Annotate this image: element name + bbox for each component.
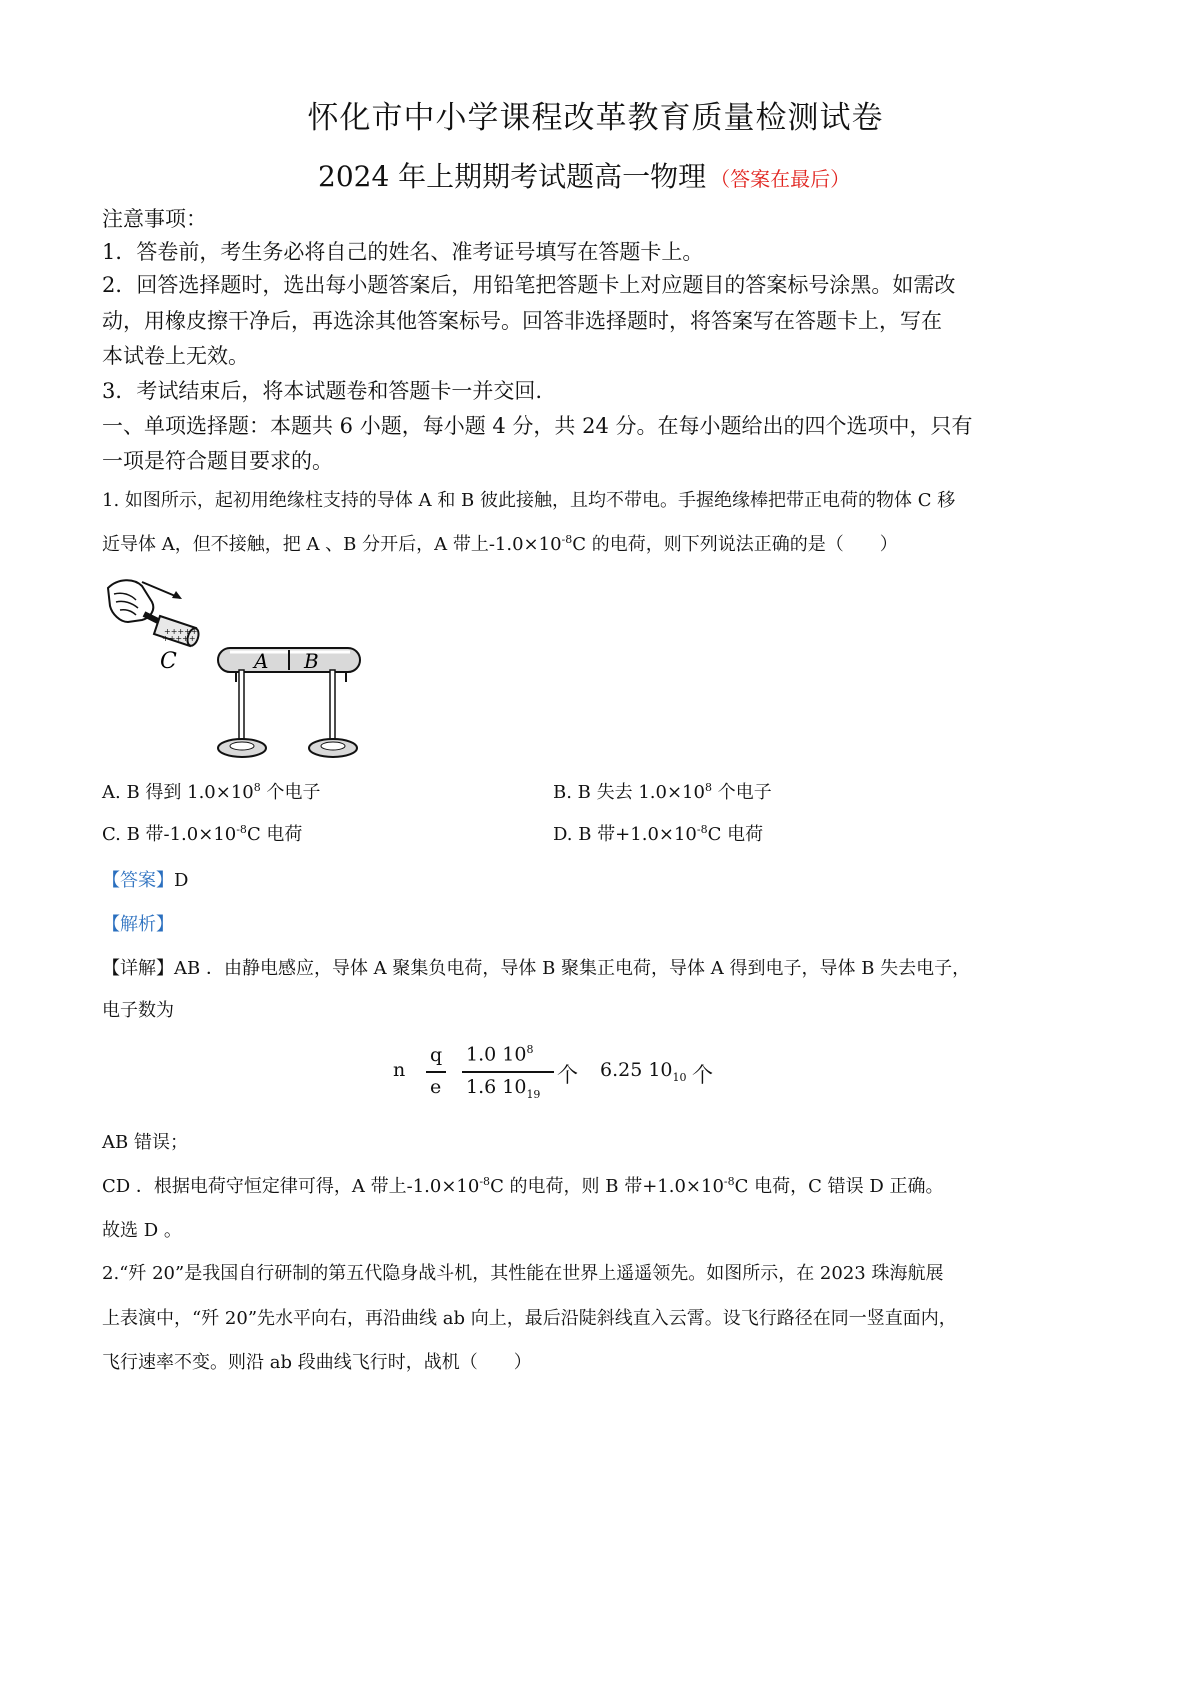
- denominator-exp: 19: [526, 1087, 541, 1101]
- exam-title: 怀化市中小学课程改革教育质量检测试卷: [307, 100, 884, 136]
- section-1-line-2: 一项是符合题目要求的。: [102, 449, 333, 473]
- q1-stem-part-a: 近导体 A，但不接触，把 A 、B 分开后，A 带上-1.0×10: [102, 534, 562, 555]
- option-d-exp: -8: [696, 823, 708, 836]
- subtitle-text: 2024 年上期期考试题高一物理: [318, 160, 707, 193]
- insulating-stand-right: [309, 670, 357, 757]
- cd-text-3: C 电荷，C 错误 D 正确。: [734, 1176, 944, 1197]
- option-a-text: A. B 得到 1.0×10: [102, 782, 254, 803]
- notice-item-2-line-3: 本试卷上无效。: [102, 344, 249, 368]
- formula-e: e: [430, 1076, 442, 1098]
- q1-detail-line-1: 【详解】AB ．由静电感应，导体 A 聚集负电荷，导体 B 聚集正电荷，导体 A 得到电子，导体 B 失去电子，: [102, 958, 971, 979]
- notice-item-1: 1．答卷前，考生务必将自己的姓名、准考证号填写在答题卡上。: [102, 240, 704, 264]
- formula-denominator: [466, 1076, 540, 1101]
- notice-item-2-line-2: 动，用橡皮擦干净后，再选涂其他答案标号。回答非选择题时，将答案写在答题卡上，写在: [102, 309, 942, 333]
- fraction-bar-1: [426, 1071, 446, 1073]
- notice-item-3: 3．考试结束后，将本试题卷和答题卡一并交回.: [102, 379, 543, 403]
- label-c: C: [160, 649, 177, 674]
- option-a-unit: 个电子: [260, 782, 321, 803]
- option-b-text: B. B 失去 1.0×10: [553, 782, 705, 803]
- cd-text-1: CD ．根据电荷守恒定律可得，A 带上-1.0×10: [102, 1176, 480, 1197]
- label-b: B: [304, 649, 319, 673]
- result-text: 6.25 10: [600, 1059, 673, 1081]
- q1-option-b: [553, 778, 772, 804]
- cd-exp-2: -8: [723, 1175, 735, 1188]
- section-1-line-1: 一、单项选择题：本题共 6 小题，每小题 4 分，共 24 分。在每小题给出的四个选项中，只有: [102, 414, 973, 438]
- q1-stem-part-b: C 的电荷，则下列说法正确的是（ ）: [572, 534, 898, 555]
- q1-choose: 故选 D 。: [102, 1220, 182, 1241]
- fraction-bar-2: [462, 1071, 554, 1073]
- svg-text:+++++: +++++: [162, 634, 196, 643]
- notice-item-2-line-1: 2．回答选择题时，选出每小题答案后，用铅笔把答题卡上对应题目的答案标号涂黑。如需改: [102, 273, 956, 297]
- cd-exp-1: -8: [479, 1175, 491, 1188]
- q1-option-a: [102, 778, 320, 804]
- option-b-exp: 8: [704, 781, 712, 794]
- q1-option-c: [102, 820, 302, 846]
- formula-ge-1: 个: [557, 1063, 578, 1087]
- q1-cd-line: [102, 1172, 944, 1198]
- charged-rod: [154, 616, 201, 647]
- option-c-unit: C 电荷: [246, 824, 303, 845]
- q2-stem-line-1: 2.“歼 20”是我国自行研制的第五代隐身战斗机，其性能在世界上遥遥领先。如图所示，在 2023 珠海航展: [102, 1263, 944, 1284]
- q1-ab-wrong: AB 错误；: [102, 1132, 188, 1153]
- answer-tag: 【答案】: [102, 870, 174, 891]
- option-d-text: D. B 带+1.0×10: [553, 824, 697, 845]
- denominator-text: 1.6 10: [466, 1076, 527, 1098]
- answer-note: （答案在最后）: [710, 167, 851, 191]
- q1-stem-exp: -8: [561, 533, 573, 546]
- option-a-exp: 8: [253, 781, 261, 794]
- numerator-exp: 8: [526, 1043, 534, 1056]
- q1-stem-line-1: 1. 如图所示，起初用绝缘柱支持的导体 A 和 B 彼此接触，且均不带电。手握绝缘棒把带正电荷的物体 C 移: [102, 490, 956, 511]
- option-d-unit: C 电荷: [707, 824, 764, 845]
- formula-q: q: [430, 1044, 443, 1066]
- exam-subtitle: [318, 155, 850, 195]
- result-exp: 10: [672, 1070, 687, 1084]
- formula-n: n: [393, 1059, 406, 1081]
- option-b-unit: 个电子: [711, 782, 772, 803]
- formula-numerator: [466, 1043, 533, 1065]
- q2-stem-line-3: 飞行速率不变。则沿 ab 段曲线飞行时，战机（ ）: [102, 1352, 532, 1373]
- option-c-exp: -8: [236, 823, 247, 836]
- formula-ge-2: 个: [692, 1063, 713, 1087]
- option-c-text: C. B 带-1.0×10: [102, 824, 237, 845]
- q2-stem-line-2: 上表演中，“歼 20”先水平向右，再沿曲线 ab 向上，最后沿陡斜线直入云霄。设飞行路径在同一竖直面内，: [102, 1308, 957, 1329]
- formula-result: [600, 1059, 687, 1084]
- q1-answer: [102, 866, 188, 892]
- notice-heading: 注意事项：: [102, 207, 207, 231]
- q1-option-d: [553, 820, 763, 846]
- q1-analysis-tag: 【解析】: [102, 914, 174, 935]
- answer-value: D: [174, 870, 189, 891]
- cd-text-2: C 的电荷，则 B 带+1.0×10: [490, 1176, 724, 1197]
- label-a: A: [254, 649, 269, 673]
- q1-stem-line-2: [102, 530, 898, 556]
- insulating-stand-left: [218, 670, 266, 757]
- numerator-text: 1.0 10: [466, 1043, 527, 1066]
- q1-figure: [100, 570, 370, 765]
- svg-text:+++++: +++++: [164, 627, 198, 636]
- q1-detail-line-2: 电子数为: [102, 1000, 174, 1021]
